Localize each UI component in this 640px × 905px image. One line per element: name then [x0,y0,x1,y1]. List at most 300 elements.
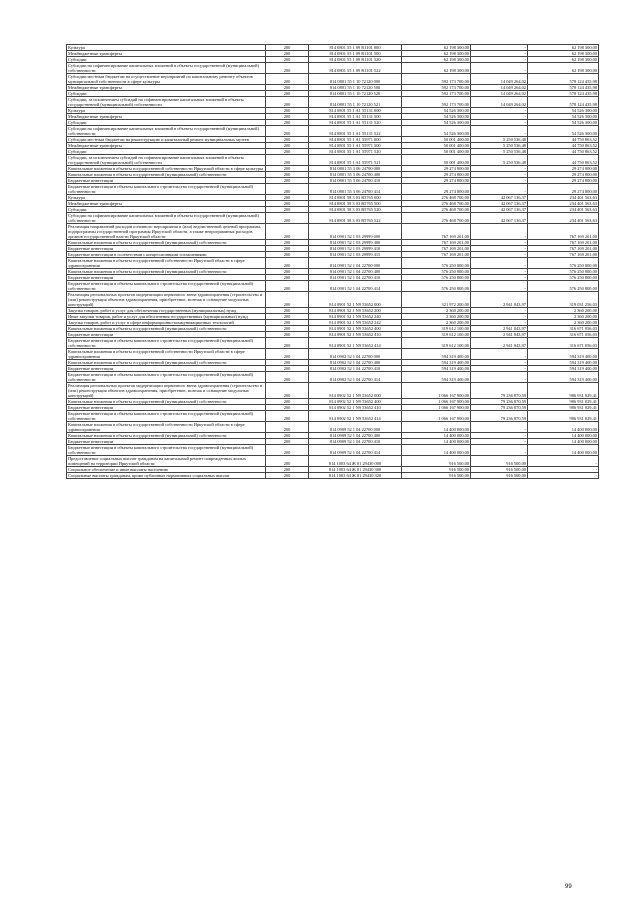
row-executed-cell: - [471,445,528,456]
row-approved-cell: 50 001 400,00 [402,149,471,155]
row-name-cell: Капитальные вложения в объекты государственной (муниципальной) собственности [67,433,266,439]
row-name-cell: Межбюджетные трансферты [67,85,266,91]
row-approved-cell: 1 066 167 900,00 [402,411,471,422]
row-executed-cell: - [471,166,528,172]
row-name-cell: Реализация региональных проектов модернизации первичного звена здравоохранения (строительство и (или) реконструкция объектов здравоохранения, приобретение, монтаж и оснащение модульных конструкций) [67,292,266,308]
row-approved-cell: 916 500,00 [402,467,471,473]
row-code-cell: 200 [266,224,309,240]
row-executed-cell: - [471,126,528,137]
row-remaining-cell: 54 526 300,00 [528,108,599,114]
row-approved-cell: 767 169 201,00 [402,224,471,240]
row-approved-cell: 592 173 700,00 [402,91,471,97]
budget-table-body [67,45,599,479]
row-remaining-cell: 316 671 056,03 [528,332,599,338]
row-executed-cell: - [471,366,528,372]
row-approved-cell: 29 274 800,00 [402,178,471,184]
row-executed-cell: 916 500,00 [471,467,528,473]
row-code-cell: 200 [266,97,309,108]
row-classification-cell: 814 0901 52 1 N9 53652 414 [309,338,402,349]
row-classification-cell: 814 0801 55 3 06 24700 414 [309,184,402,195]
row-classification-cell: 814 0901 52 1 04 22700 410 [309,275,402,281]
row-remaining-cell: 578 124 435,98 [528,91,599,97]
row-remaining-cell: 578 124 435,98 [528,97,599,108]
row-code-cell: 200 [266,172,309,178]
row-code-cell: 200 [266,51,309,57]
row-approved-cell: 276 468 700,00 [402,201,471,207]
table-row [67,445,599,456]
row-name-cell: Бюджетные инвестиции в объекты капитального строительства государственной (муниципальной) собственности [67,338,266,349]
row-executed-cell: 79 236 870,59 [471,405,528,411]
row-executed-cell: 42 067 136,37 [471,213,528,224]
row-approved-cell: 54 526 300,00 [402,114,471,120]
row-classification-cell: 814 0901 52 1 N9 53652 410 [309,332,402,338]
row-executed-cell: 14 049 264,02 [471,97,528,108]
row-approved-cell: 62 198 300,00 [402,63,471,74]
row-name-cell: Капитальные вложения в объекты государственной (муниципальной) собственности [67,240,266,246]
row-remaining-cell: 986 931 029,41 [528,399,599,405]
page-number: 99 [565,884,572,890]
row-code-cell: 200 [266,201,309,207]
row-remaining-cell: 319 031 256,03 [528,292,599,308]
row-remaining-cell: 14 400 000,00 [528,445,599,456]
row-executed-cell: - [471,252,528,258]
row-name-cell: Бюджетные инвестиции [67,275,266,281]
row-executed-cell: - [471,314,528,320]
row-name-cell: Субсидии на софинансирование капитальных вложений в объекты государственной (муниципальной) собственности [67,213,266,224]
row-name-cell: Субсидии [67,149,266,155]
row-classification-cell: 814 0801 55 1 A1 55131 500 [309,114,402,120]
row-approved-cell: 319 612 100,00 [402,338,471,349]
table-row [67,97,599,108]
row-approved-cell: 594 319 400,00 [402,349,471,360]
row-name-cell: Бюджетные инвестиции в объекты капитального строительства государственной (муниципальной) собственности [67,411,266,422]
row-code-cell: 200 [266,467,309,473]
row-name-cell: Бюджетные инвестиции в объекты капитального строительства государственной (муниципальной) собственности [67,372,266,383]
row-classification-cell: 814 0801 55 1 A1 55971 520 [309,149,402,155]
row-executed-cell: 14 049 264,02 [471,91,528,97]
row-classification-cell: 814 0901 52 1 03 29999 410 [309,246,402,252]
row-classification-cell: 814 0801 55 1 09 R1101 522 [309,63,402,74]
row-executed-cell: 5 250 536,48 [471,155,528,166]
row-name-cell: Капитальные вложения в объекты государственной (муниципальной) собственности [67,326,266,332]
table-row [67,372,599,383]
row-name-cell: Субсидии на софинансирование капитальных вложений в объекты государственной (муниципальной) собственности [67,126,266,137]
row-name-cell: Реализация направлений расходов основного мероприятия и (или) ведомственной целевой программы, подпрограммы государственной программы Иркутской области, а также непрограммных расходов органов государственной власти Иркутской области [67,224,266,240]
table-row [67,213,599,224]
row-executed-cell: - [471,45,528,51]
row-approved-cell: 1 066 167 900,00 [402,405,471,411]
row-executed-cell: - [471,433,528,439]
row-executed-cell: - [471,246,528,252]
row-remaining-cell: 29 274 800,00 [528,178,599,184]
row-executed-cell: 42 067 136,37 [471,207,528,213]
row-classification-cell: 814 1003 64 Ж 01 29430 300 [309,467,402,473]
row-remaining-cell: 986 931 029,41 [528,411,599,422]
row-approved-cell: 62 198 300,00 [402,45,471,51]
row-approved-cell: 594 319 400,00 [402,360,471,366]
row-name-cell: Реализация региональных проектов модернизации первичного звена здравоохранения (строительство и (или) реконструкция объектов здравоохранения, приобретение, монтаж и оснащение модульных конструкций) [67,383,266,399]
row-approved-cell: 916 500,00 [402,473,471,479]
row-name-cell: Бюджетные инвестиции в объекты капитального строительства государственной (муниципальной) собственности [67,281,266,292]
row-code-cell: 200 [266,195,309,201]
row-code-cell: 200 [266,422,309,433]
row-code-cell: 200 [266,108,309,114]
row-code-cell: 200 [266,445,309,456]
table-row [67,155,599,166]
row-code-cell: 200 [266,308,309,314]
row-code-cell: 200 [266,349,309,360]
row-approved-cell: 1 066 167 900,00 [402,399,471,405]
row-name-cell: Бюджетные инвестиции в объекты капитального строительства государственной (муниципальной) собственности [67,184,266,195]
row-executed-cell: 2 941 043,97 [471,338,528,349]
row-name-cell: Межбюджетные трансферты [67,114,266,120]
row-remaining-cell: 62 198 300,00 [528,45,599,51]
row-executed-cell: - [471,184,528,195]
row-classification-cell: 814 0901 52 1 N9 53652 240 [309,314,402,320]
row-approved-cell: 576 250 800,00 [402,281,471,292]
row-classification-cell: 814 0901 52 1 04 22700 414 [309,281,402,292]
row-executed-cell: - [471,224,528,240]
row-classification-cell: 814 0801 55 1 A1 55971 521 [309,155,402,166]
row-executed-cell: 916 500,00 [471,473,528,479]
row-classification-cell: 814 0909 52 1 04 22700 000 [309,422,402,433]
row-code-cell: 200 [266,213,309,224]
row-executed-cell: 5 250 536,48 [471,137,528,143]
row-executed-cell: - [471,360,528,366]
row-name-cell: Капитальные вложения в объекты государственной собственности Иркутской области в сфере здравоохранения [67,422,266,433]
row-executed-cell: 14 049 264,02 [471,74,528,85]
row-approved-cell: 767 169 201,00 [402,252,471,258]
row-code-cell: 200 [266,143,309,149]
row-remaining-cell: 234 401 563,63 [528,201,599,207]
budget-table-page [66,44,597,479]
row-classification-cell: 814 0902 52 1 04 22700 400 [309,360,402,366]
row-code-cell: 200 [266,473,309,479]
row-name-cell: Капитальные вложения в объекты государственной (муниципальной) собственности [67,399,266,405]
row-executed-cell: 2 941 043,97 [471,332,528,338]
row-name-cell: Межбюджетные трансферты [67,143,266,149]
row-remaining-cell: 234 401 563,63 [528,213,599,224]
row-approved-cell: 14 400 000,00 [402,445,471,456]
row-classification-cell: 814 0801 55 1 A1 55131 000 [309,108,402,114]
row-executed-cell: 916 500,00 [471,456,528,467]
row-name-cell: Бюджетные инвестиции в соответствии с концессионными соглашениями [67,252,266,258]
row-classification-cell: 814 0801 55 1 A1 55971 500 [309,143,402,149]
budget-table [66,44,599,479]
row-remaining-cell: 767 169 201,00 [528,240,599,246]
row-name-cell: Бюджетные инвестиции [67,439,266,445]
row-code-cell: 200 [266,120,309,126]
row-code-cell: 200 [266,405,309,411]
row-classification-cell: 814 0901 52 1 N9 53652 242 [309,320,402,326]
row-code-cell: 200 [266,91,309,97]
row-approved-cell: 2 360 200,00 [402,308,471,314]
row-classification-cell: 814 0901 52 1 N9 53652 000 [309,292,402,308]
row-remaining-cell: 234 401 563,63 [528,207,599,213]
row-classification-cell: 814 0801 55 1 10 72120 500 [309,85,402,91]
row-name-cell: Закупка товаров, работ и услуг в сфере информационно-коммуникационных технологий [67,320,266,326]
row-code-cell: 200 [266,332,309,338]
row-name-cell: Бюджетные инвестиции в объекты капитального строительства государственной (муниципальной) собственности [67,445,266,456]
row-approved-cell: 916 500,00 [402,456,471,467]
row-remaining-cell: 578 124 435,98 [528,85,599,91]
row-executed-cell: - [471,439,528,445]
row-name-cell: Предоставление социальных выплат гражданам на капитальный ремонт поврежденных жилых помещений на территории Иркутской области [67,456,266,467]
row-classification-cell: 814 0801 58 3 03 R5765 000 [309,195,402,201]
row-name-cell: Закупка товаров, работ и услуг для обеспечения государственных (муниципальных) нужд [67,308,266,314]
row-name-cell: Социальное обеспечение и иные выплаты населению [67,467,266,473]
row-remaining-cell: 2 360 200,00 [528,308,599,314]
row-classification-cell: 814 0901 52 1 04 22700 400 [309,269,402,275]
row-name-cell: Межбюджетные трансферты [67,51,266,57]
row-executed-cell: - [471,281,528,292]
row-executed-cell: 5 250 536,48 [471,149,528,155]
row-code-cell: 200 [266,275,309,281]
table-row [67,292,599,308]
row-executed-cell: - [471,422,528,433]
row-code-cell: 200 [266,433,309,439]
row-executed-cell: - [471,372,528,383]
row-remaining-cell: - [528,467,599,473]
row-classification-cell: 814 0902 52 1 N9 53652 400 [309,399,402,405]
row-code-cell: 200 [266,269,309,275]
row-executed-cell: - [471,120,528,126]
row-classification-cell: 814 0801 58 3 03 R5765 520 [309,207,402,213]
row-executed-cell: 2 941 043,97 [471,292,528,308]
row-remaining-cell: 576 250 800,00 [528,269,599,275]
table-row [67,383,599,399]
row-remaining-cell: 44 750 863,52 [528,155,599,166]
row-name-cell: Капитальные вложения в объекты государственной (муниципальной) собственности [67,360,266,366]
row-code-cell: 200 [266,63,309,74]
row-name-cell: Культура [67,108,266,114]
table-row [67,126,599,137]
row-approved-cell: 50 001 400,00 [402,155,471,166]
row-approved-cell: 29 274 800,00 [402,172,471,178]
row-classification-cell: 814 0901 52 1 03 29999 000 [309,224,402,240]
row-remaining-cell: 54 526 300,00 [528,126,599,137]
row-executed-cell: 14 049 264,02 [471,85,528,91]
row-executed-cell: 79 236 870,59 [471,399,528,405]
row-classification-cell: 814 0801 55 1 10 72120 521 [309,97,402,108]
row-approved-cell: 2 360 200,00 [402,320,471,326]
row-remaining-cell: 44 750 863,52 [528,137,599,143]
row-approved-cell: 276 468 700,00 [402,213,471,224]
row-executed-cell: - [471,51,528,57]
row-name-cell: Межбюджетные трансферты [67,201,266,207]
row-classification-cell: 814 0909 52 1 04 22700 400 [309,433,402,439]
row-remaining-cell: 29 274 800,00 [528,172,599,178]
row-classification-cell: 814 0801 55 1 09 R1101 000 [309,45,402,51]
row-approved-cell: 54 526 300,00 [402,120,471,126]
row-classification-cell: 814 0902 52 1 04 22700 410 [309,366,402,372]
row-classification-cell: 814 0801 58 3 03 R5765 500 [309,201,402,207]
table-row [67,399,599,405]
row-name-cell: Капитальные вложения в объекты государственной (муниципальной) собственности [67,172,266,178]
row-classification-cell: 814 0902 52 1 04 22700 414 [309,372,402,383]
row-remaining-cell: 44 750 863,52 [528,143,599,149]
row-executed-cell: - [471,57,528,63]
row-executed-cell: - [471,108,528,114]
row-approved-cell: 592 173 700,00 [402,97,471,108]
row-classification-cell: 814 0901 52 1 03 29999 400 [309,240,402,246]
row-executed-cell: 42 067 136,37 [471,195,528,201]
row-executed-cell: 79 236 870,59 [471,383,528,399]
row-code-cell: 200 [266,207,309,213]
row-approved-cell: 50 001 400,00 [402,143,471,149]
row-approved-cell: 1 066 167 900,00 [402,383,471,399]
table-row [67,258,599,269]
row-classification-cell: 814 0801 55 1 A1 55971 000 [309,137,402,143]
row-executed-cell: 42 067 136,37 [471,201,528,207]
row-code-cell: 200 [266,74,309,85]
row-approved-cell: 2 360 200,00 [402,314,471,320]
row-remaining-cell: 14 400 000,00 [528,433,599,439]
row-approved-cell: 50 001 400,00 [402,137,471,143]
row-code-cell: 200 [266,366,309,372]
row-executed-cell: 2 941 043,97 [471,326,528,332]
row-approved-cell: 576 250 800,00 [402,269,471,275]
table-row [67,74,599,85]
table-row [67,456,599,467]
row-code-cell: 200 [266,240,309,246]
row-code-cell: 200 [266,57,309,63]
row-remaining-cell: 316 671 056,03 [528,338,599,349]
row-approved-cell: 594 319 400,00 [402,372,471,383]
table-row [67,63,599,74]
table-row [67,473,599,479]
row-name-cell: Культура [67,45,266,51]
row-name-cell: Субсидии местным бюджетам на реконструкцию и капитальный ремонт муниципальных музеев [67,137,266,143]
row-code-cell: 200 [266,338,309,349]
row-classification-cell: 814 0801 55 1 09 R1101 520 [309,57,402,63]
row-executed-cell: - [471,240,528,246]
row-code-cell: 200 [266,184,309,195]
row-code-cell: 200 [266,137,309,143]
row-remaining-cell: 767 169 201,00 [528,224,599,240]
row-approved-cell: 29 274 800,00 [402,184,471,195]
row-classification-cell: 814 0801 55 3 06 24700 410 [309,178,402,184]
row-code-cell: 200 [266,314,309,320]
row-remaining-cell: 44 750 863,52 [528,149,599,155]
row-executed-cell: 79 236 870,59 [471,411,528,422]
row-remaining-cell: 594 319 400,00 [528,349,599,360]
row-name-cell: Иные закупки товаров, работ и услуг для обеспечения государственных (муниципальных) нужд [67,314,266,320]
row-remaining-cell: 767 169 201,00 [528,252,599,258]
row-executed-cell: - [471,63,528,74]
row-code-cell: 200 [266,126,309,137]
table-row [67,137,599,143]
row-code-cell: 200 [266,281,309,292]
row-classification-cell: 814 1003 64 Ж 01 29430 320 [309,473,402,479]
row-name-cell: Капитальные вложения в объекты государственной собственности Иркутской области в сфере здравоохранения [67,349,266,360]
row-remaining-cell: 767 169 201,00 [528,246,599,252]
row-code-cell: 200 [266,292,309,308]
table-row [67,281,599,292]
row-classification-cell: 814 0801 55 1 09 R1101 500 [309,51,402,57]
row-classification-cell: 814 0801 55 1 A1 55131 522 [309,126,402,137]
row-executed-cell: - [471,320,528,326]
row-remaining-cell: 576 250 800,00 [528,281,599,292]
row-executed-cell: - [471,172,528,178]
row-code-cell: 200 [266,149,309,155]
row-code-cell: 200 [266,326,309,332]
row-classification-cell: 814 0909 52 1 04 22700 410 [309,439,402,445]
row-name-cell: Субсидии [67,91,266,97]
row-remaining-cell: 54 526 300,00 [528,120,599,126]
row-name-cell: Социальные выплаты гражданам, кроме публичных нормативных социальных выплат [67,473,266,479]
row-classification-cell: 814 1003 64 Ж 01 29430 000 [309,456,402,467]
row-approved-cell: 62 198 300,00 [402,51,471,57]
row-approved-cell: 592 173 700,00 [402,74,471,85]
row-approved-cell: 319 612 100,00 [402,326,471,332]
row-approved-cell: 14 400 000,00 [402,439,471,445]
row-name-cell: Культура [67,195,266,201]
row-remaining-cell: 594 319 400,00 [528,366,599,372]
row-remaining-cell: 29 274 800,00 [528,166,599,172]
row-remaining-cell: 2 360 200,00 [528,320,599,326]
row-name-cell: Субсидии, за исключением субсидий на софинансирование капитальных вложений в объекты государственной (муниципальной) собственности [67,155,266,166]
row-name-cell: Бюджетные инвестиции [67,246,266,252]
row-code-cell: 200 [266,258,309,269]
row-name-cell: Субсидии на софинансирование капитальных вложений в объекты государственной (муниципальной) собственности [67,63,266,74]
row-approved-cell: 29 274 800,00 [402,166,471,172]
row-approved-cell: 767 169 201,00 [402,246,471,252]
row-remaining-cell: 576 250 800,00 [528,258,599,269]
row-remaining-cell: 62 198 300,00 [528,51,599,57]
row-code-cell: 200 [266,246,309,252]
row-name-cell: Капитальные вложения в объекты государственной собственности Иркутской области в сфере культуры [67,166,266,172]
row-code-cell: 200 [266,320,309,326]
row-code-cell: 200 [266,411,309,422]
row-remaining-cell: 986 931 029,41 [528,405,599,411]
row-code-cell: 200 [266,155,309,166]
row-executed-cell: - [471,349,528,360]
row-remaining-cell: 986 931 029,41 [528,383,599,399]
row-code-cell: 200 [266,360,309,366]
row-code-cell: 200 [266,166,309,172]
row-approved-cell: 14 400 000,00 [402,433,471,439]
row-approved-cell: 576 250 800,00 [402,258,471,269]
row-executed-cell: - [471,275,528,281]
row-code-cell: 200 [266,114,309,120]
row-remaining-cell: 54 526 300,00 [528,114,599,120]
row-remaining-cell: 62 198 300,00 [528,63,599,74]
row-classification-cell: 814 0801 55 1 A1 55131 520 [309,120,402,126]
table-row [67,467,599,473]
row-approved-cell: 321 972 200,00 [402,292,471,308]
table-row [67,349,599,360]
row-classification-cell: 814 0902 52 1 N9 53652 000 [309,383,402,399]
row-classification-cell: 814 0901 52 1 N9 53652 400 [309,326,402,332]
row-classification-cell: 814 0801 55 3 06 24700 400 [309,172,402,178]
row-approved-cell: 767 169 201,00 [402,240,471,246]
row-name-cell: Капитальные вложения в объекты государственной (муниципальной) собственности [67,269,266,275]
row-name-cell: Субсидии местным бюджетам на осуществление мероприятий по капитальному ремонту объектов муниципальной собственности в сфере культуры [67,74,266,85]
row-executed-cell: - [471,178,528,184]
row-approved-cell: 592 173 700,00 [402,85,471,91]
row-remaining-cell: - [528,473,599,479]
row-executed-cell: 5 250 536,48 [471,143,528,149]
row-name-cell: Субсидии [67,120,266,126]
row-remaining-cell: - [528,456,599,467]
row-remaining-cell: 62 198 300,00 [528,57,599,63]
row-name-cell: Субсидии [67,57,266,63]
row-classification-cell: 814 0901 52 1 N9 53652 200 [309,308,402,314]
row-remaining-cell: 234 401 563,63 [528,195,599,201]
row-classification-cell: 814 0902 52 1 04 22700 000 [309,349,402,360]
row-name-cell: Бюджетные инвестиции [67,332,266,338]
